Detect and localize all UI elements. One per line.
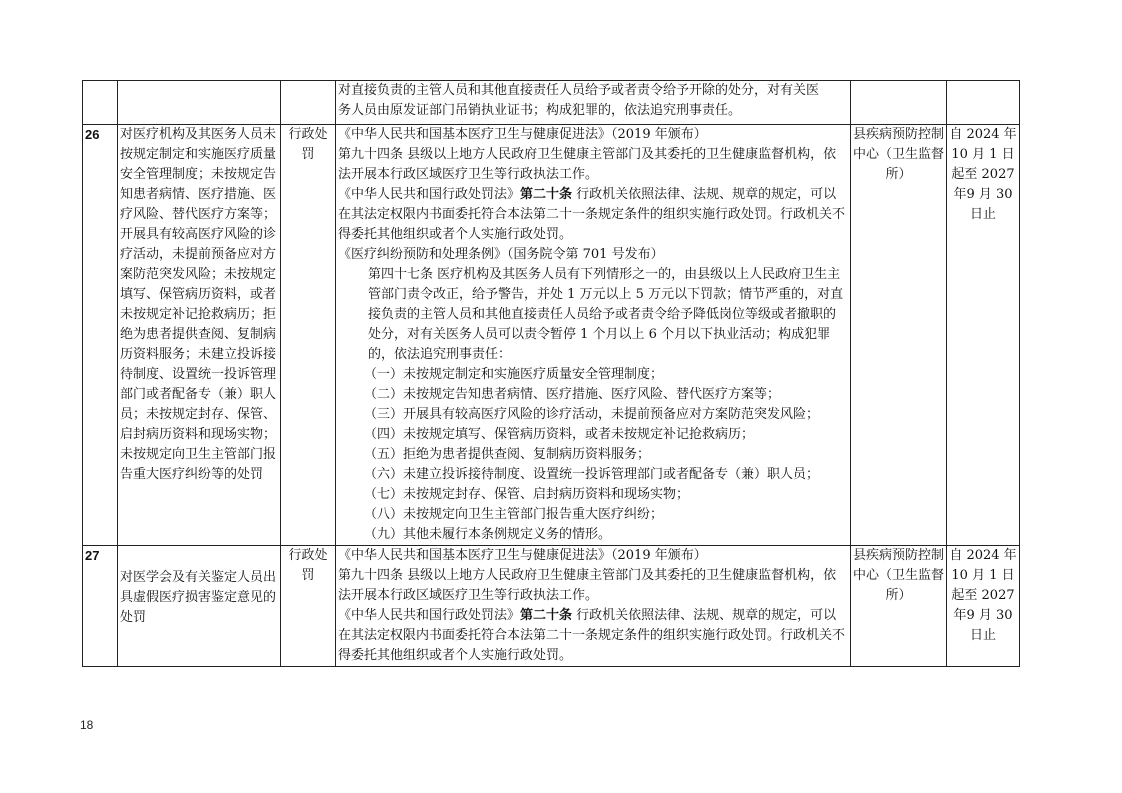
article-text: 行政机关依照法律、法规、规章的规定，可以在其法定权限内书面委托符合本法第二十一条规定条件的组织实施行政处罚。行政机关不得委托其他组织或者个人实施行政处罚。 <box>338 608 846 663</box>
basis-line: 务人员由原发证部门吊销执业证书；构成犯罪的，依法追究刑事责任。 <box>338 103 742 118</box>
item-name <box>118 546 281 667</box>
item-name-text: 对医学会及有关鉴定人员出具虚假医疗损害鉴定意见的处罚 <box>120 570 277 625</box>
cell-agency-empty <box>851 81 947 125</box>
table-row-27 <box>83 546 1020 667</box>
clause: （九）其他未履行本条例规定义务的情形。 <box>364 527 612 542</box>
table-row-26 <box>83 125 1020 546</box>
article-text: 行政机关依照法律、法规、规章的规定，可以在其法定权限内书面委托符合本法第二十一条规定条件的组织实施行政处罚。行政机关不得委托其他组织或者个人实施行政处罚。 <box>338 187 846 242</box>
table-row-continued <box>83 81 1020 125</box>
article-number: 第二十条 <box>520 608 573 623</box>
clause: （一）未按规定制定和实施医疗质量安全管理制度； <box>364 367 664 382</box>
law-title: 《中华人民共和国基本医疗卫生与健康促进法》（2019 年颁布） <box>338 548 707 563</box>
clause: （四）未按规定填写、保管病历资料，或者未按规定补记抢救病历； <box>364 427 755 442</box>
clause: （七）未按规定封存、保管、启封病历资料和现场实物； <box>364 487 690 502</box>
clause: （三）开展具有较高医疗风险的诊疗活动，未提前预备应对方案防范突发风险； <box>364 407 820 422</box>
item-type: 行政处罚 <box>281 546 336 667</box>
clause: （六）未建立投诉接待制度、设置统一投诉管理部门或者配备专（兼）职人员； <box>364 467 820 482</box>
law-article: 第四十七条 医疗机构及其医务人员有下列情形之一的，由县级以上人民政府卫生主管部门责令改正，给予警告，并处 1 万元以上 5 万元以下罚款；情节严重的，对直接负责的主管人员和其他直接责任人员给予或者责令给予降低岗位等级或者撤职的处分，对有关医务人员可以责令暂停 1 个月以上 6 个月以下执业活动；构成犯罪的，依法追究刑事责任： <box>368 267 844 362</box>
item-type: 行政处罚 <box>281 125 336 546</box>
valid-period: 自 2024 年10 月 1 日起至 2027 年9 月 30 日止 <box>947 125 1020 546</box>
legal-basis <box>336 125 851 546</box>
cell-type-empty <box>281 81 336 125</box>
cell-basis-continued <box>336 81 851 125</box>
cell-num-empty <box>83 81 118 125</box>
authority-table <box>82 80 1020 667</box>
row-number: 26 <box>83 125 118 546</box>
row-number: 27 <box>83 546 118 667</box>
law-title: 《中华人民共和国基本医疗卫生与健康促进法》（2019 年颁布） <box>338 127 707 142</box>
law-title: 《医疗纠纷预防和处理条例》（国务院令第 701 号发布） <box>338 247 664 262</box>
basis-line: 对直接负责的主管人员和其他直接责任人员给予或者责令给予开除的处分，对有关医 <box>338 83 820 98</box>
responsible-agency: 县疾病预防控制中心（卫生监督所） <box>851 546 947 667</box>
cell-period-empty <box>947 81 1020 125</box>
clause: （五）拒绝为患者提供查阅、复制病历资料服务； <box>364 447 651 462</box>
law-article <box>338 606 848 666</box>
clause: （八）未按规定向卫生主管部门报告重大医疗纠纷； <box>364 507 664 522</box>
article-number: 第二十条 <box>520 187 573 202</box>
item-name <box>118 125 281 546</box>
law-article: 第九十四条 县级以上地方人民政府卫生健康主管部门及其委托的卫生健康监督机构，依法开展本行政区域医疗卫生等行政执法工作。 <box>338 147 837 182</box>
law-article <box>338 185 848 245</box>
law-title: 《中华人民共和国行政处罚法》 <box>338 187 521 202</box>
cell-item-empty <box>118 81 281 125</box>
valid-period: 自 2024 年10 月 1 日起至 2027 年9 月 30 日止 <box>947 546 1020 667</box>
law-title: 《中华人民共和国行政处罚法》 <box>338 608 521 623</box>
law-article: 第九十四条 县级以上地方人民政府卫生健康主管部门及其委托的卫生健康监督机构，依法开展本行政区域医疗卫生等行政执法工作。 <box>338 568 837 603</box>
clause: （二）未按规定告知患者病情、医疗措施、医疗风险、替代医疗方案等； <box>364 387 781 402</box>
responsible-agency: 县疾病预防控制中心（卫生监督所） <box>851 125 947 546</box>
legal-basis <box>336 546 851 667</box>
item-name-text: 对医疗机构及其医务人员未按规定制定和实施医疗质量安全管理制度；未按规定告知患者病情、医疗措施、医疗风险、替代医疗方案等；开展具有较高医疗风险的诊疗活动，未提前预备应对方案防范突发风险；未按规定填写、保管病历资料，或者未按规定补记抢救病历；拒绝为患者提供查阅、复制病历资料服务；未建立投诉接待制度、设置统一投诉管理部门或者配备专（兼）职人员；未按规定封存、保管、启封病历资料和现场实物；未按规定向卫生主管部门报告重大医疗纠纷等的处罚 <box>120 127 277 482</box>
page-number: 18 <box>80 718 94 732</box>
